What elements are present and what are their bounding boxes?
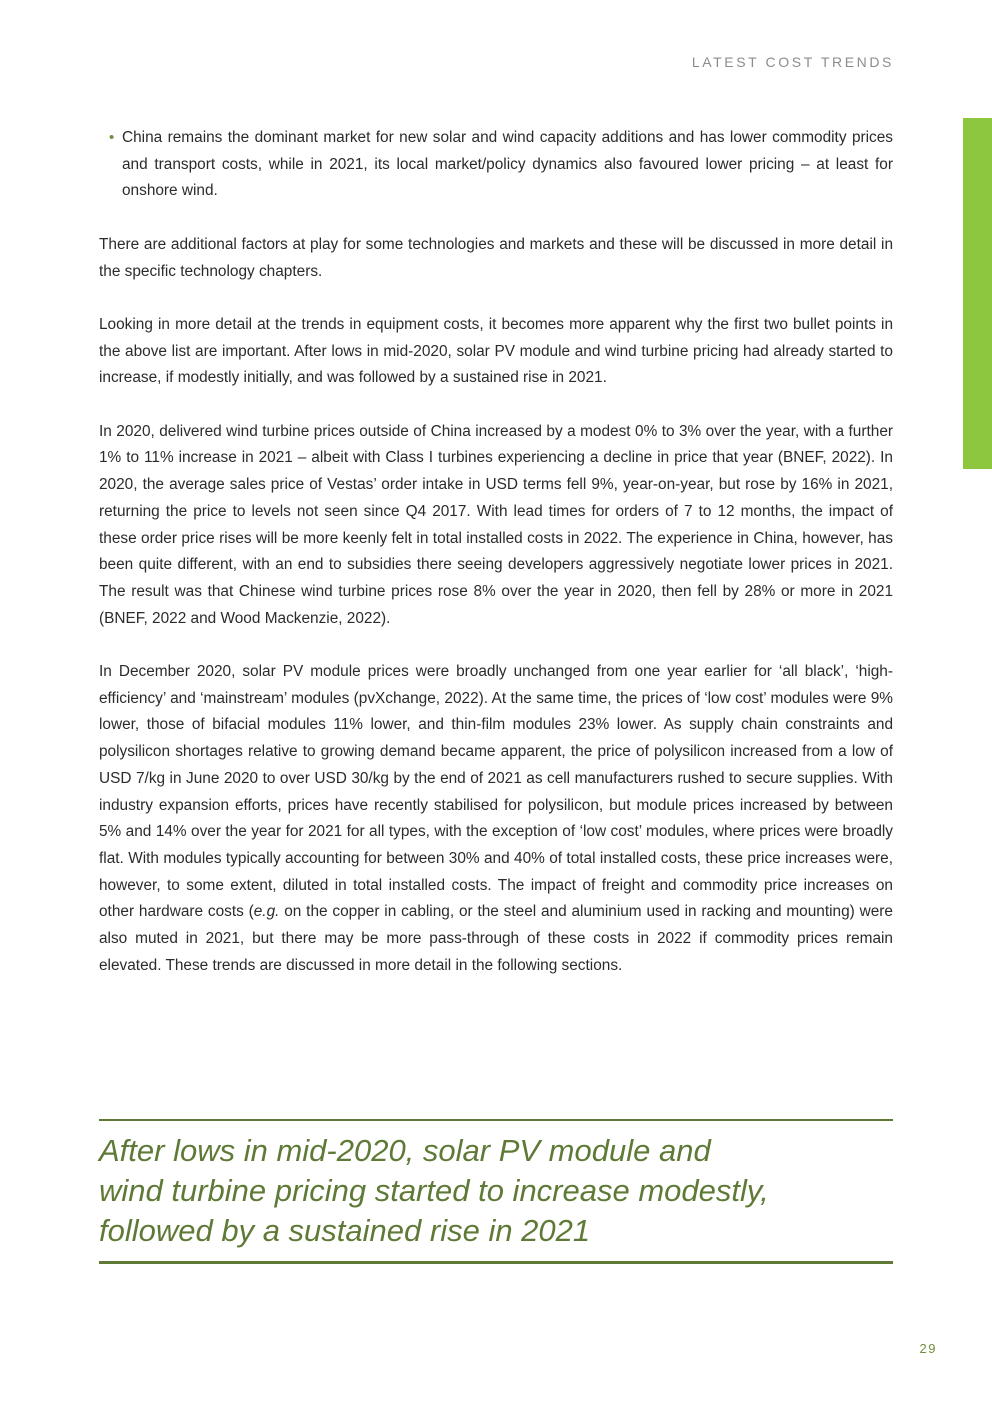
pull-quote-line-3: followed by a sustained rise in 2021 [99, 1213, 591, 1248]
running-header: LATEST COST TRENDS [691, 54, 894, 70]
pull-quote-line-2: wind turbine pricing started to increase modestly, [99, 1173, 769, 1208]
list-item [99, 125, 893, 205]
chapter-tab-marker [963, 118, 992, 469]
pull-quote-text [99, 1131, 819, 1251]
pv-text-part-2: on the copper in cabling, or the steel and aluminium used in racking and mounting) were also muted in 2021, but there may be more pass-through of these costs in 2022 if commodity prices remain elevated. These trends are discussed in more detail in the following sections. [99, 903, 893, 974]
paragraph-equipment-costs: Looking in more detail at the trends in equipment costs, it becomes more apparent why the first two bullet points in the above list are important. After lows in mid-2020, solar PV module and wind turbine pricing had already started to increase, if modestly initially, and was followed by a sustained rise in 2021. [99, 315, 893, 387]
bullet-icon: • [109, 129, 115, 146]
paragraph-additional-factors: There are additional factors at play for some technologies and markets and these will be discussed in more detail in the specific technology chapters. [99, 235, 893, 280]
page-number: 29 [919, 1341, 937, 1356]
body-text [99, 125, 893, 1006]
pv-text-part-1: In December 2020, solar PV module prices were broadly unchanged from one year earlier for ‘all black’, ‘high-efficiency’ and ‘mainstream’ modules (pvXchange, 2022). At the same time, the prices of ‘low cost’ modules were 9% lower, those of bifacial modules 11% lower, and thin-film modules 23% lower. As supply chain constraints and polysilicon shortages relative to growing demand became apparent, the price of polysilicon increased from a low of USD 7/kg in June 2020 to over USD 30/kg by the end of 2021 as cell manufacturers rushed to secure supplies. With industry expansion efforts, prices have recently stabilised for polysilicon, but module prices increased by between 5% and 14% over the year for 2021 for all types, with the exception of ‘low cost’ modules, where prices were broadly flat. With modules typically accounting for between 30% and 40% of total installed costs, these price increases were, however, to some extent, diluted in total installed costs. The impact of freight and commodity price increases on other hardware costs ( [99, 663, 893, 921]
pull-quote-line-1: After lows in mid-2020, solar PV module and [99, 1133, 711, 1168]
bullet-text: China remains the dominant market for new solar and wind capacity additions and has lower commodity prices and transport costs, while in 2021, its local market/policy dynamics also favoured lower pricing – at least for onshore wind. [122, 129, 893, 200]
pull-quote [99, 1119, 893, 1264]
paragraph-wind-turbine-prices: In 2020, delivered wind turbine prices outside of China increased by a modest 0% to 3% over the year, with a further 1% to 11% increase in 2021 – albeit with Class I turbines experiencing a decline in price that year (BNEF, 2022). In 2020, the average sales price of Vestas’ order intake in USD terms fell 9%, year-on-year, but rose by 16% in 2021, returning the price to levels not seen since Q4 2017. With lead times for orders of 7 to 12 months, the impact of these order price rises will be more keenly felt in total installed costs in 2022. The experience in China, however, has been quite different, with an end to subsidies there seeing developers aggressively negotiate lower prices in 2021. The result was that Chinese wind turbine prices rose 8% over the year in 2020, then fell by 28% or more in 2021 (BNEF, 2022 and Wood Mackenzie, 2022). [99, 422, 893, 627]
paragraph-solar-pv-prices [99, 659, 893, 979]
pv-text-italic: e.g. [253, 903, 280, 921]
bullet-list [99, 125, 893, 205]
